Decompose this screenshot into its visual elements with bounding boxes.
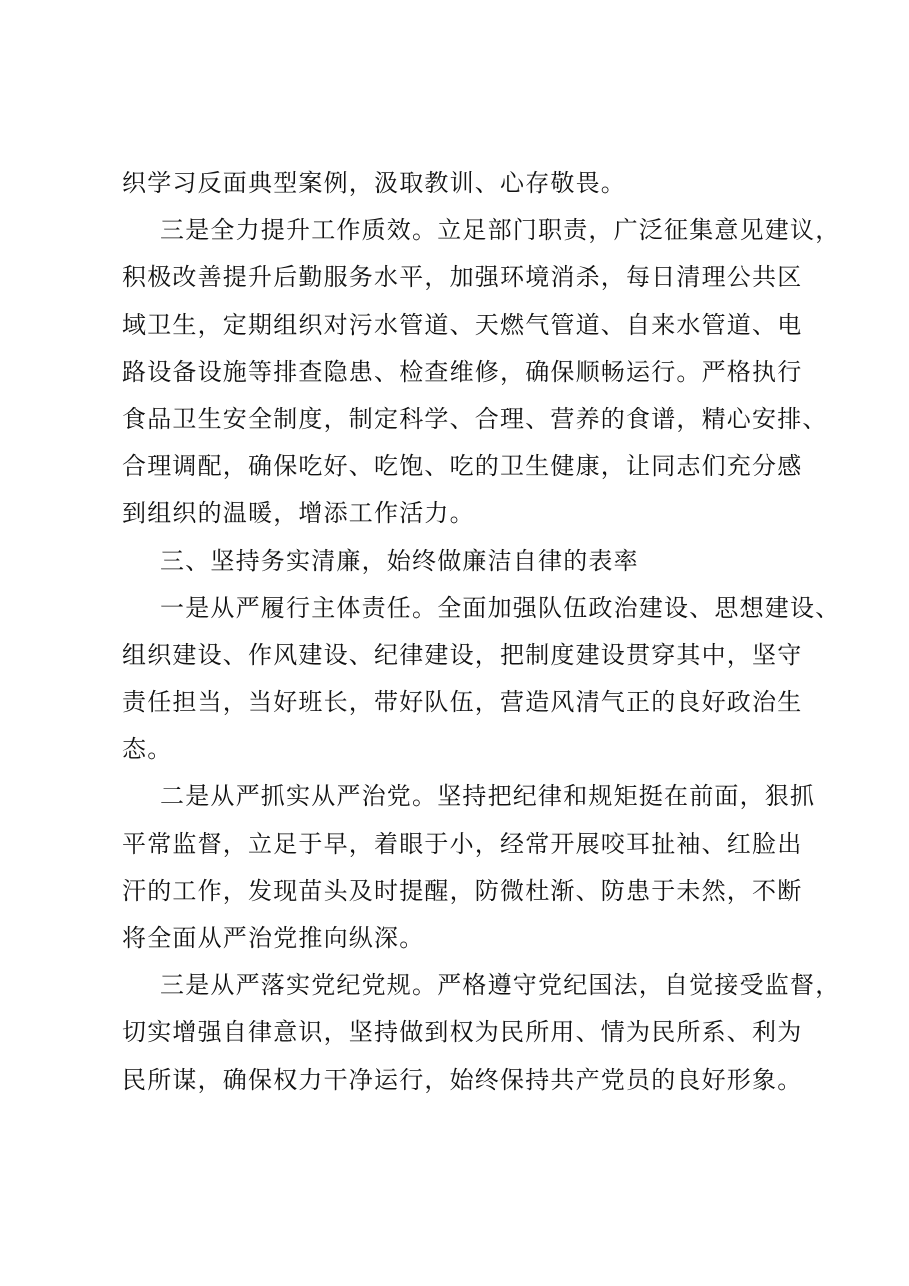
text-line: 织学习反面典型案例，汲取教训、心存敬畏。 — [122, 169, 626, 197]
paragraph-start-line: 三是从严落实党纪党规。严格遵守党纪国法，自觉接受监督， — [160, 971, 841, 1000]
paragraph-start-line: 一是从严履行主体责任。全面加强队伍政治建设、思想建设、 — [160, 593, 841, 622]
paragraph-start-line: 二是从严抓实从严治党。坚持把纪律和规矩挺在前面，狠抓 — [160, 782, 816, 811]
text-line: 域卫生，定期组织对污水管道、天燃气管道、自来水管道、电 — [122, 310, 803, 339]
text-line: 平常监督，立足于早，着眼于小，经常开展咬耳扯袖、红脸出 — [122, 829, 803, 858]
text-line: 组织建设、作风建设、纪律建设，把制度建设贯穿其中，坚守 — [122, 640, 803, 669]
text-line: 将全面从严治党推向纵深。 — [122, 924, 425, 952]
document-body — [122, 160, 841, 1104]
text-line: 责任担当，当好班长，带好队伍，营造风清气正的良好政治生 — [122, 688, 803, 717]
text-line: 食品卫生安全制度，制定科学、合理、营养的食谱，精心安排、 — [122, 404, 828, 433]
section-heading: 三、坚持务实清廉，始终做廉洁自律的表率 — [160, 546, 639, 575]
text-line: 态。 — [122, 735, 173, 764]
text-line: 民所谋，确保权力干净运行，始终保持共产党员的良好形象。 — [122, 1065, 803, 1094]
text-line: 到组织的温暖，增添工作活力。 — [122, 499, 475, 528]
text-line: 合理调配，确保吃好、吃饱、吃的卫生健康，让同志们充分感 — [122, 452, 803, 481]
text-line: 切实增强自律意识，坚持做到权为民所用、情为民所系、利为 — [122, 1018, 803, 1047]
text-line: 汗的工作，发现苗头及时提醒，防微杜渐、防患于未然，不断 — [122, 876, 803, 905]
text-line: 路设备设施等排查隐患、检查维修，确保顺畅运行。严格执行 — [122, 357, 803, 386]
text-line: 积极改善提升后勤服务水平，加强环境消杀，每日清理公共区 — [122, 263, 803, 292]
paragraph-start-line: 三是全力提升工作质效。立足部门职责，广泛征集意见建议， — [160, 216, 841, 245]
